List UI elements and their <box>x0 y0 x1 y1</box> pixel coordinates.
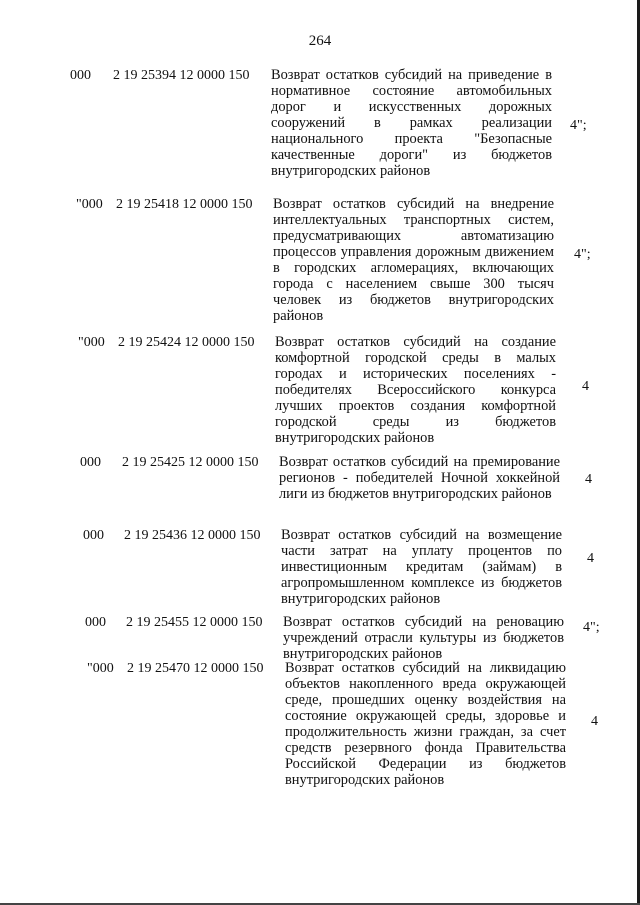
admin-code: "000 <box>78 335 105 350</box>
page-number: 264 <box>308 33 332 49</box>
row-description: Возврат остатков субсидий на ликвидацию объектов накопленного вреда окружающей среде, прошедших оценку воздействия на состояние окружающей среды, здоровье и продолжительность жизни граждан, за счет средств резервного фонда Правительства Российской Федерации из бюджетов внутригородских районов <box>285 660 566 788</box>
admin-code: 000 <box>80 455 101 470</box>
budget-code: 2 19 25455 12 0000 150 <box>126 615 263 630</box>
budget-code: 2 19 25424 12 0000 150 <box>118 335 255 350</box>
budget-code: 2 19 25470 12 0000 150 <box>127 661 264 676</box>
row-value: 4"; <box>574 247 591 262</box>
row-description: Возврат остатков субсидий на реновацию учреждений отрасли культуры из бюджетов внутригородских районов <box>283 614 564 662</box>
row-description: Возврат остатков субсидий на приведение в нормативное состояние автомобильных дорог и искусственных дорожных сооружений в рамках реализации национального проекта "Безопасные качественные дороги" из бюджетов внутригородских районов <box>271 67 552 179</box>
budget-code: 2 19 25425 12 0000 150 <box>122 455 259 470</box>
row-value: 4 <box>587 551 594 566</box>
admin-code: 000 <box>85 615 106 630</box>
row-description: Возврат остатков субсидий на создание комфортной городской среды в малых городах и исторических поселениях - победителях Всероссийского конкурса лучших проектов создания комфортной городской среды из бюджетов внутригородских районов <box>275 334 556 446</box>
admin-code: 000 <box>83 528 104 543</box>
row-value: 4"; <box>570 118 587 133</box>
admin-code: 000 <box>70 68 91 83</box>
row-description: Возврат остатков субсидий на возмещение части затрат на уплату процентов по инвестиционным кредитам (займам) в агропромышленном комплексе из бюджетов внутригородских районов <box>281 527 562 607</box>
row-value: 4 <box>591 714 598 729</box>
budget-code: 2 19 25418 12 0000 150 <box>116 197 253 212</box>
row-value: 4"; <box>583 620 600 635</box>
row-description: Возврат остатков субсидий на внедрение интеллектуальных транспортных систем, предусматривающих автоматизацию процессов управления дорожным движением в городских агломерациях, включающих города с населением свыше 300 тысяч человек из бюджетов внутригородских районов <box>273 196 554 324</box>
row-value: 4 <box>582 379 589 394</box>
admin-code: "000 <box>87 661 114 676</box>
budget-code: 2 19 25436 12 0000 150 <box>124 528 261 543</box>
budget-code: 2 19 25394 12 0000 150 <box>113 68 250 83</box>
row-value: 4 <box>585 472 592 487</box>
admin-code: "000 <box>76 197 103 212</box>
row-description: Возврат остатков субсидий на премирование регионов - победителей Ночной хоккейной лиги из бюджетов внутригородских районов <box>279 454 560 502</box>
